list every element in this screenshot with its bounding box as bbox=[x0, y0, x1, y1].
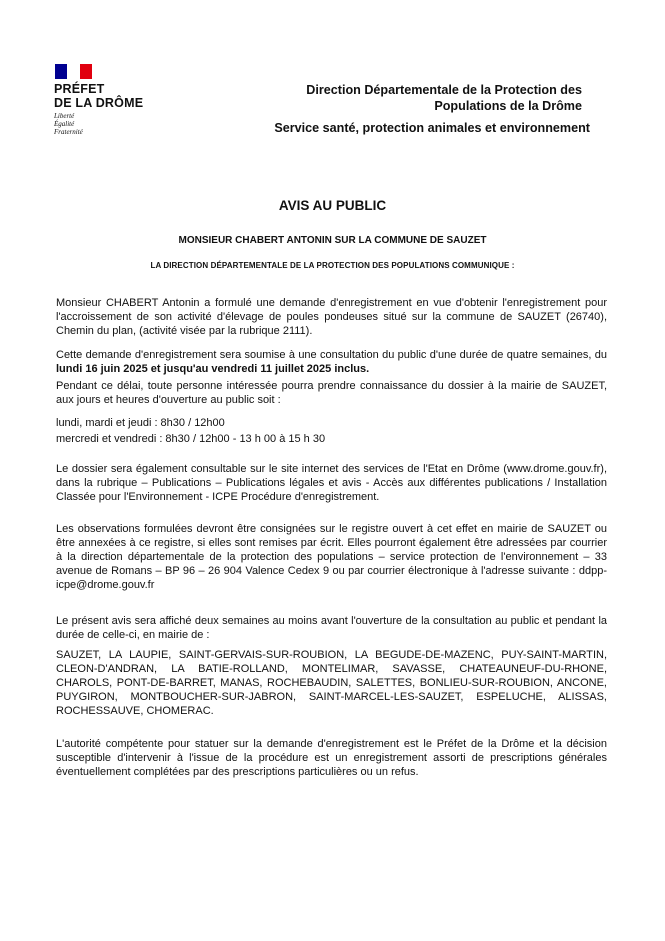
paragraph-authority-text: L'autorité compétente pour statuer sur la demande d'enregistrement est le Préfet de la Drôme et la décision susceptible d'intervenir à l'issue de la procédure est un enregistrement assorti de prescriptions générales éventuellement complétées par des prescriptions particulières ou un refus. bbox=[56, 738, 607, 778]
motto-liberte: Liberté bbox=[54, 112, 75, 120]
schedule-line1: lundi, mardi et jeudi : 8h30 / 12h00 bbox=[56, 417, 225, 429]
flag-white bbox=[67, 64, 79, 79]
flag-blue bbox=[55, 64, 67, 79]
paragraph-website bbox=[56, 462, 607, 504]
paragraph-display-text: Le présent avis sera affiché deux semaines au moins avant l'ouverture de la consultation au public et pendant la durée de celle-ci, en mairie de : bbox=[56, 615, 607, 641]
prefecture-logo bbox=[54, 64, 154, 136]
communes-list-text: SAUZET, LA LAUPIE, SAINT-GERVAIS-SUR-ROUBION, LA BEGUDE-DE-MAZENC, PUY-SAINT-MARTIN, CLEON-D'ANDRAN, LA BATIE-ROLLAND, MONTELIMAR, SAVASSE, CHATEAUNEUF-DU-RHONE, CHAROLS, PONT-DE-BARRET, MANAS, ROCHEBAUDIN, SALETTES, BONLIEU-SUR-ROUBION, ANCONE, PUYGIRON, MONTBOUCHER-SUR-JABRON, SAINT-MARCEL-LES-SAUZET, ESPELUCHE, ALISSAS, ROCHESSAUVE, CHOMERAC. bbox=[56, 649, 607, 717]
motto-egalite: Égalité bbox=[54, 120, 75, 128]
consultation-text-start: Cette demande d'enregistrement sera soumise à une consultation du public d'une durée de quatre semaines, du bbox=[56, 349, 607, 361]
paragraph-request bbox=[56, 296, 607, 338]
paragraph-website-text: Le dossier sera également consultable sur le site internet des services de l'Etat en Drôme (www.drome.gouv.fr), dans la rubrique – Publications – Publications légales et avis - Accès aux différentes publications / Installation Classée pour l'Environnement - ICPE Procédure d'enregistrement. bbox=[56, 463, 607, 503]
paragraph-access-text: Pendant ce délai, toute personne intéressée pourra prendre connaissance du dossier à la mairie de SAUZET, aux jours et heures d'ouverture au public soit : bbox=[56, 380, 607, 406]
paragraph-observations bbox=[56, 522, 607, 592]
direction-line1: Direction Départementale de la Protection des bbox=[306, 83, 582, 97]
subtitle-communique: LA DIRECTION DÉPARTEMENTALE DE LA PROTECTION DES POPULATIONS COMMUNIQUE : bbox=[150, 261, 515, 270]
marianne-flag-icon bbox=[55, 64, 92, 79]
logo-line1: PRÉFET bbox=[54, 82, 105, 96]
motto-fraternite: Fraternité bbox=[54, 128, 83, 136]
paragraph-consultation-text bbox=[56, 348, 607, 376]
opening-hours bbox=[56, 416, 607, 446]
paragraph-display bbox=[56, 614, 607, 642]
page-title: AVIS AU PUBLIC bbox=[278, 198, 387, 213]
direction-name bbox=[306, 82, 582, 114]
paragraph-consultation bbox=[56, 348, 607, 376]
paragraph-request-text: Monsieur CHABERT Antonin a formulé une demande d'enregistrement en vue d'obtenir l'enregistrement pour l'accroissement de son activité d'élevage de poules pondeuses situé sur la commune de SAUZET (26740), Chemin du plan, (activité visée par la rubrique 2111). bbox=[56, 297, 607, 337]
logo-line2: DE LA DRÔME bbox=[54, 96, 144, 110]
direction-line2: Populations de la Drôme bbox=[434, 99, 582, 113]
subtitle-applicant: MONSIEUR CHABERT ANTONIN SUR LA COMMUNE DE SAUZET bbox=[178, 235, 487, 246]
service-name: Service santé, protection animales et environnement bbox=[274, 121, 590, 135]
schedule-line2: mercredi et vendredi : 8h30 / 12h00 - 13 h 00 à 15 h 30 bbox=[56, 433, 326, 445]
paragraph-access bbox=[56, 379, 607, 407]
paragraph-authority bbox=[56, 737, 607, 779]
communes-list bbox=[56, 648, 607, 718]
republic-motto bbox=[54, 112, 154, 136]
paragraph-observations-text: Les observations formulées devront être consignées sur le registre ouvert à cet effet en mairie de SAUZET ou être annexées à ce registre, si elles sont remises par écrit. Elles pourront également être adressées par courrier à la direction départementale de la protection des populations – service protection de l'environnement – 33 avenue de Romans – BP 96 – 26 904 Valence Cedex 9 ou par courrier électronique à l'adresse suivante : ddpp-icpe@drome.gouv.fr bbox=[56, 523, 607, 591]
consultation-dates: lundi 16 juin 2025 et jusqu'au vendredi 11 juillet 2025 inclus. bbox=[56, 363, 370, 375]
flag-red bbox=[80, 64, 92, 79]
